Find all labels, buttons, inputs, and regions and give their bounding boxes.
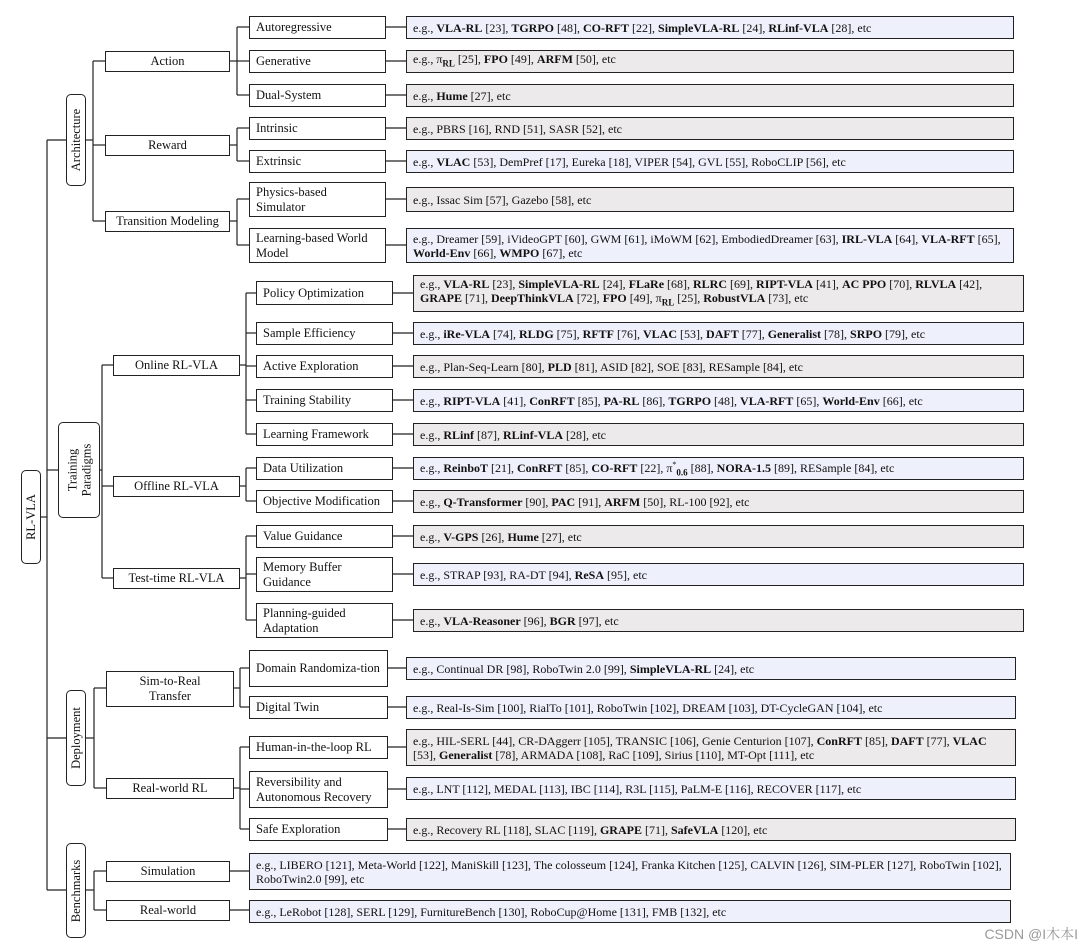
section-benchmarks (66, 843, 86, 938)
group-transition-modeling: Transition Modeling (105, 211, 230, 232)
leaf-domain-randomization (406, 657, 1016, 680)
leaf-text: e.g., Recovery RL [118], SLAC [119], GRAPE [71], SafeVLA [120], etc (413, 822, 768, 837)
section-deployment (66, 690, 86, 786)
category-digital-twin: Digital Twin (249, 696, 388, 719)
leaf-text: e.g., Real-Is-Sim [100], RialTo [101], RoboTwin [102], DREAM [103], DT-CycleGAN [104], etc (413, 700, 883, 715)
leaf-text: e.g., LeRobot [128], SERL [129], FurnitureBench [130], RoboCup@Home [131], FMB [132], etc (256, 904, 727, 919)
category-active-exploration: Active Exploration (256, 355, 393, 378)
leaf-data-utilization (413, 457, 1024, 480)
root-node (21, 470, 41, 564)
leaf-text: e.g., VLA-Reasoner [96], BGR [97], etc (420, 613, 619, 628)
category-policy-optimization: Policy Optimization (256, 281, 393, 305)
leaf-text: e.g., VLA-RL [23], SimpleVLA-RL [24], FLaRe [68], RLRC [69], RIPT-VLA [41], AC PPO [70], RLVLA [42], GRAPE [71], DeepThinkVLA [72], FPO [49], $\pi_{RL}$ [25], RobustVLA [73], etc (420, 277, 983, 308)
root-label: RL-VLA (24, 494, 39, 540)
leaf-active-exploration (413, 355, 1024, 378)
leaf-training-stability (413, 389, 1024, 412)
leaf-text: e.g., Dreamer [59], iVideoGPT [60], GWM [61], iMoWM [62], EmbodiedDreamer [63], IRL-VLA [64], VLA-RFT [65], World-Env [66], WMPO [67], etc (413, 231, 1001, 260)
category-safe-exploration: Safe Exploration (249, 818, 388, 841)
leaf-planning-guided-adaptation (413, 609, 1024, 632)
group-simulation: Simulation (106, 861, 230, 882)
category-memory-buffer-guidance: Memory Buffer Guidance (256, 557, 393, 592)
category-physics-simulator: Physics-based Simulator (249, 182, 386, 217)
category-sample-efficiency: Sample Efficiency (256, 322, 393, 345)
leaf-text: e.g., VLAC [53], DemPref [17], Eureka [18], VIPER [54], GVL [55], RoboCLIP [56], etc (413, 154, 846, 169)
leaf-intrinsic (406, 117, 1014, 140)
leaf-memory-buffer-guidance (413, 563, 1024, 586)
leaf-dual-system (406, 84, 1014, 107)
leaf-simulation (249, 853, 1011, 890)
leaf-human-in-the-loop (406, 729, 1016, 766)
leaf-objective-modification (413, 490, 1024, 513)
watermark: CSDN @I木本I (984, 926, 1078, 942)
leaf-learning-framework (413, 423, 1024, 446)
category-domain-randomization: Domain Randomiza-tion (249, 650, 388, 687)
category-training-stability: Training Stability (256, 389, 393, 412)
category-learning-world-model: Learning-based World Model (249, 228, 386, 263)
leaf-generative (406, 50, 1014, 73)
section-label: Benchmarks (69, 859, 84, 922)
section-architecture (66, 94, 86, 186)
leaf-value-guidance (413, 525, 1024, 548)
group-action: Action (105, 51, 230, 72)
section-label: Training Paradigms (65, 443, 94, 497)
leaf-text: e.g., STRAP [93], RA-DT [94], ReSA [95], etc (420, 567, 647, 582)
leaf-text: e.g., Issac Sim [57], Gazebo [58], etc (413, 192, 592, 207)
leaf-policy-optimization (413, 275, 1024, 312)
leaf-real-world-bench (249, 900, 1011, 923)
leaf-text: e.g., Q-Transformer [90], PAC [91], ARFM [50], RL-100 [92], etc (420, 494, 750, 509)
group-sim-to-real: Sim-to-Real Transfer (106, 671, 234, 707)
leaf-text: e.g., HIL-SERL [44], CR-DAggerr [105], TRANSIC [106], Genie Centurion [107], ConRFT [85], DAFT [77], VLAC [53], Generalist [78], ARMADA [108], RaC [109], Sirius [110], MT-Opt [111], etc (413, 733, 987, 762)
category-reversibility: Reversibility and Autonomous Recovery (249, 771, 388, 808)
group-real-world-rl: Real-world RL (106, 778, 234, 799)
category-dual-system: Dual-System (249, 84, 386, 107)
group-online-rl-vla: Online RL-VLA (113, 355, 240, 376)
category-human-in-the-loop: Human-in-the-loop RL (249, 736, 388, 759)
category-data-utilization: Data Utilization (256, 457, 393, 480)
category-intrinsic: Intrinsic (249, 117, 386, 140)
leaf-text: e.g., V-GPS [26], Hume [27], etc (420, 529, 582, 544)
section-label: Architecture (69, 108, 83, 172)
category-autoregressive: Autoregressive (249, 16, 386, 39)
group-real-world-bench: Real-world (106, 900, 230, 921)
leaf-text: e.g., ReinboT [21], ConRFT [85], CO-RFT [22], $\pi^*_{0.6}$ [88], NORA-1.5 [89], RESample [84], etc (420, 459, 895, 478)
group-test-time-rl-vla: Test-time RL-VLA (113, 568, 240, 589)
leaf-text: e.g., iRe-VLA [74], RLDG [75], RFTF [76], VLAC [53], DAFT [77], Generalist [78], SRPO [79], etc (420, 326, 926, 341)
leaf-safe-exploration (406, 818, 1016, 841)
leaf-text: e.g., RLinf [87], RLinf-VLA [28], etc (420, 427, 607, 442)
leaf-reversibility (406, 777, 1016, 800)
category-planning-guided-adaptation: Planning-guided Adaptation (256, 603, 393, 638)
leaf-text: e.g., LNT [112], MEDAL [113], IBC [114], R3L [115], PaLM-E [116], RECOVER [117], etc (413, 781, 862, 796)
leaf-digital-twin (406, 696, 1016, 719)
leaf-text: e.g., VLA-RL [23], TGRPO [48], CO-RFT [22], SimpleVLA-RL [24], RLinf-VLA [28], etc (413, 20, 872, 35)
leaf-text: e.g., RIPT-VLA [41], ConRFT [85], PA-RL [86], TGRPO [48], VLA-RFT [65], World-Env [66], etc (420, 393, 923, 408)
leaf-autoregressive (406, 16, 1014, 39)
leaf-sample-efficiency (413, 322, 1024, 345)
category-learning-framework: Learning Framework (256, 423, 393, 446)
category-objective-modification: Objective Modification (256, 490, 393, 513)
category-generative: Generative (249, 50, 386, 73)
leaf-text: e.g., LIBERO [121], Meta-World [122], ManiSkill [123], The colosseum [124], Franka Kitchen [125], CALVIN [126], SIM-PLER [127], RoboTwin [102], RoboTwin2.0 [99], etc (256, 857, 1002, 886)
leaf-text: e.g., PBRS [16], RND [51], SASR [52], etc (413, 121, 622, 136)
leaf-text: e.g., Hume [27], etc (413, 88, 511, 103)
leaf-learning-world-model (406, 228, 1014, 263)
leaf-text: e.g., Continual DR [98], RoboTwin 2.0 [99], SimpleVLA-RL [24], etc (413, 661, 755, 676)
leaf-text: e.g., Plan-Seq-Learn [80], PLD [81], ASID [82], SOE [83], RESample [84], etc (420, 359, 803, 374)
category-extrinsic: Extrinsic (249, 150, 386, 173)
leaf-extrinsic (406, 150, 1014, 173)
leaf-physics-simulator (406, 187, 1014, 212)
section-training-paradigms (58, 422, 100, 518)
group-reward: Reward (105, 135, 230, 156)
section-label: Deployment (69, 707, 84, 769)
group-offline-rl-vla: Offline RL-VLA (113, 476, 240, 497)
leaf-text: e.g., $\pi_{RL}$ [25], FPO [49], ARFM [50], etc (413, 52, 616, 69)
category-value-guidance: Value Guidance (256, 525, 393, 548)
